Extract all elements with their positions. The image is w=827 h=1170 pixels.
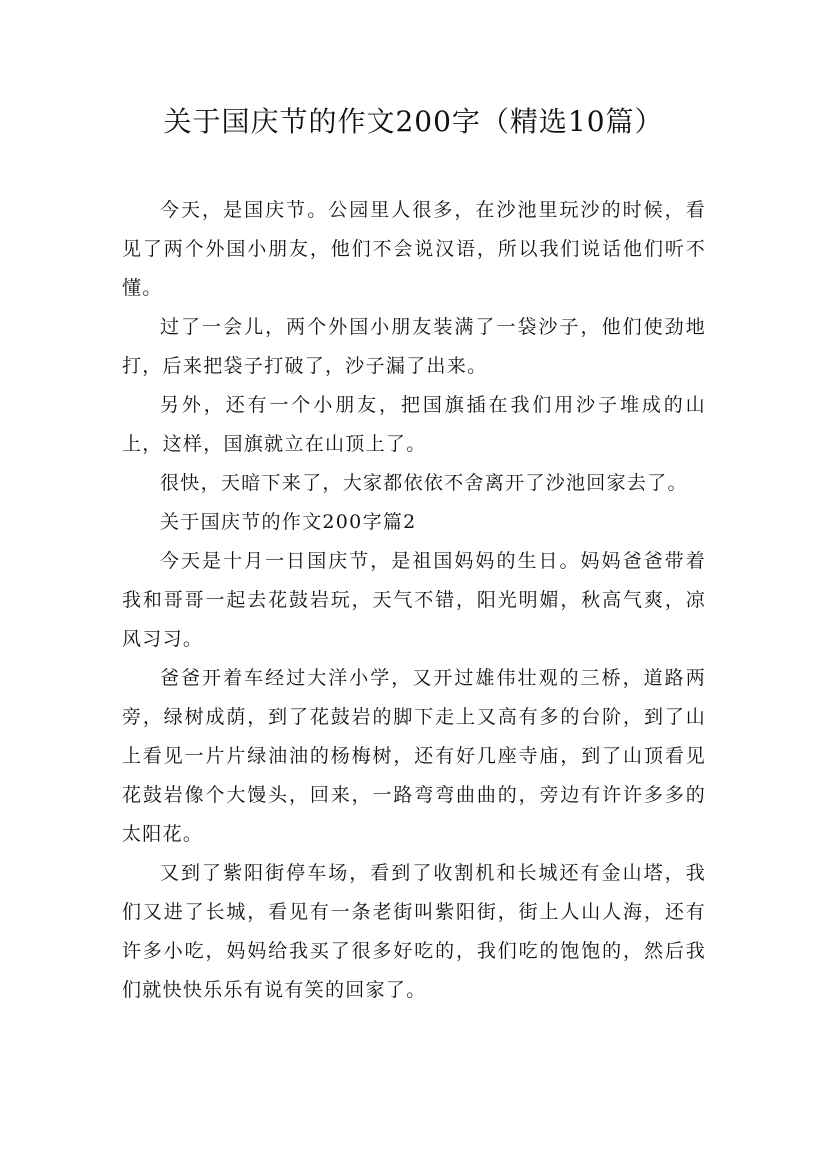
- paragraph: 过了一会儿，两个外国小朋友装满了一袋沙子，他们使劲地打，后来把袋子打破了，沙子漏了出来。: [122, 316, 706, 377]
- paragraph: 今天是十月一日国庆节，是祖国妈妈的生日。妈妈爸爸带着我和哥哥一起去花鼓岩玩，天气不错，阳光明媚，秋高气爽，凉风习习。: [122, 550, 706, 650]
- paragraph: 爸爸开着车经过大洋小学，又开过雄伟壮观的三桥，道路两旁，绿树成荫，到了花鼓岩的脚下走上又高有多的台阶，到了山上看见一片片绿油油的杨梅树，还有好几座寺庙，到了山顶看见花鼓岩像个大馒头，回来，一路弯弯曲曲的，旁边有许许多多的太阳花。: [122, 667, 706, 845]
- paragraph: 很快，天暗下来了，大家都依依不舍离开了沙池回家去了。: [160, 472, 688, 494]
- section-heading: 关于国庆节的作文200字篇2: [160, 511, 417, 533]
- essay-body: [122, 191, 706, 1010]
- paragraph: 今天，是国庆节。公园里人很多，在沙池里玩沙的时候，看见了两个外国小朋友，他们不会说汉语，所以我们说话他们听不懂。: [122, 199, 706, 299]
- paragraph: 另外，还有一个小朋友，把国旗插在我们用沙子堆成的山上，这样，国旗就立在山顶上了。: [122, 394, 706, 455]
- paragraph: 又到了紫阳街停车场，看到了收割机和长城还有金山塔，我们又进了长城，看见有一条老街叫紫阳街，街上人山人海，还有许多小吃，妈妈给我买了很多好吃的，我们吃的饱饱的，然后我们就快快乐乐有说有笑的回家了。: [122, 862, 706, 1001]
- document-title: 关于国庆节的作文200字（精选10篇）: [163, 105, 664, 138]
